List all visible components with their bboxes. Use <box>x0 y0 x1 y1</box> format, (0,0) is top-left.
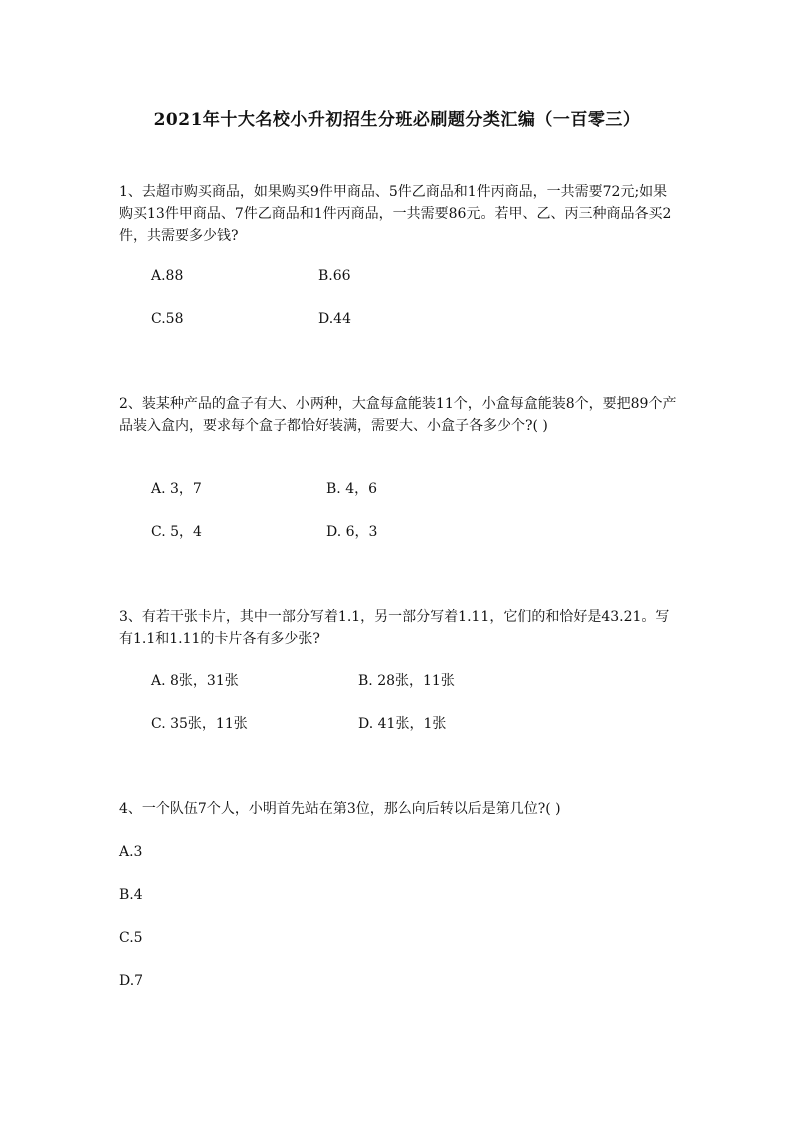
question-1-option-b: B.66 <box>318 268 351 284</box>
question-3-option-d: D. 41张，1张 <box>358 716 447 732</box>
page-title: 2021年十大名校小升初招生分班必刷题分类汇编（一百零三） <box>153 110 641 130</box>
question-4-stem: 4、一个队伍7个人，小明首先站在第3位，那么向后转以后是第几位?( ) <box>119 801 561 817</box>
question-3-option-b: B. 28张，11张 <box>358 673 455 689</box>
question-1-option-d: D.44 <box>318 311 351 327</box>
question-4-option-c: C.5 <box>119 930 143 946</box>
question-1-option-a: A.88 <box>151 268 184 284</box>
question-2-option-b: B. 4，6 <box>326 481 378 497</box>
question-1-option-c: C.58 <box>151 311 184 327</box>
question-4-option-b: B.4 <box>119 887 143 903</box>
question-2-option-d: D. 6，3 <box>326 524 378 540</box>
question-2-stem: 2、装某种产品的盒子有大、小两种，大盒每盒能装11个，小盒每盒能装8个，要把89个产品装入盒内，要求每个盒子都恰好装满，需要大、小盒子各多少个?( ) <box>119 396 677 434</box>
question-3-stem: 3、有若干张卡片，其中一部分写着1.1，另一部分写着1.11，它们的和恰好是43.21。写有1.1和1.11的卡片各有多少张? <box>119 609 670 647</box>
question-3-option-a: A. 8张，31张 <box>151 673 239 689</box>
question-2-option-a: A. 3，7 <box>151 481 202 497</box>
question-4-option-d: D.7 <box>119 973 144 989</box>
question-4-option-a: A.3 <box>119 844 143 860</box>
question-1-stem: 1、去超市购买商品，如果购买9件甲商品、5件乙商品和1件丙商品，一共需要72元;如果购买13件甲商品、7件乙商品和1件丙商品，一共需要86元。若甲、乙、丙三种商品各买2件，共需要多少钱? <box>119 184 672 244</box>
question-2-option-c: C. 5，4 <box>151 524 202 540</box>
question-3-option-c: C. 35张，11张 <box>151 716 248 732</box>
